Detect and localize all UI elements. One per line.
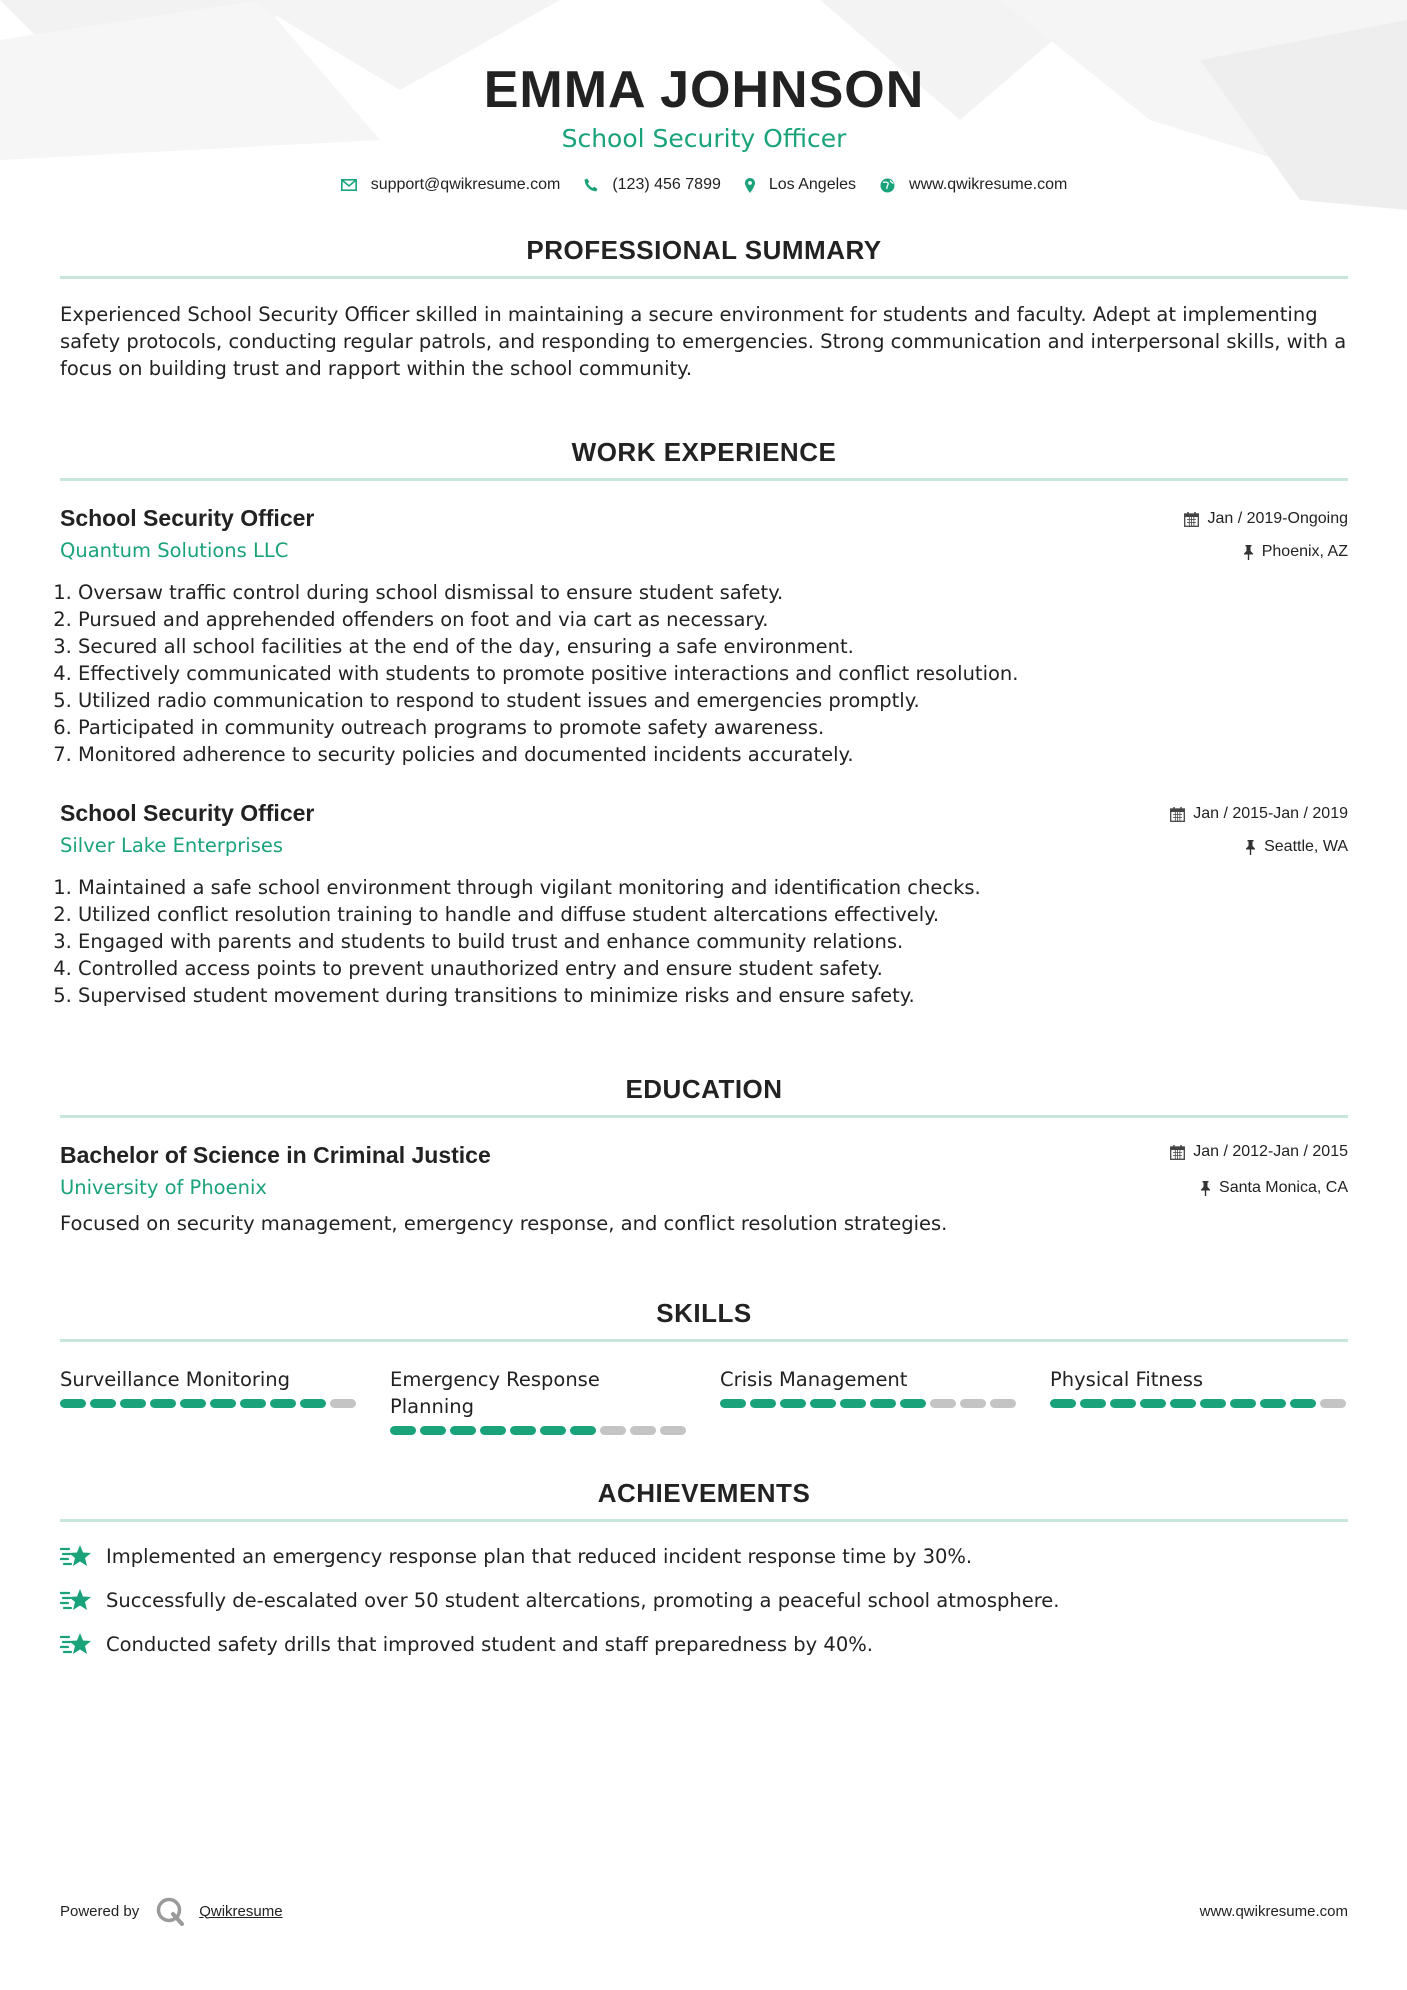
skill-segment-filled <box>210 1399 236 1408</box>
achievement-item <box>60 1622 1348 1666</box>
list-item: 2. Pursued and apprehended offenders on foot and via cart as necessary. <box>78 606 1348 633</box>
achievement-text: Successfully de-escalated over 50 student altercations, promoting a peaceful school atmosphere. <box>106 1588 1060 1612</box>
skill-level-bar <box>1050 1399 1350 1408</box>
skill-segment-filled <box>270 1399 296 1408</box>
skill-name: Surveillance Monitoring <box>60 1368 291 1391</box>
degree-title: Bachelor of Science in Criminal Justice <box>60 1142 491 1168</box>
achievement-item <box>60 1578 1348 1622</box>
skill-segment-filled <box>150 1399 176 1408</box>
skill-segment-filled <box>900 1399 926 1408</box>
skill-segment-filled <box>810 1399 836 1408</box>
skill-segment-filled <box>1110 1399 1136 1408</box>
skill-segment-filled <box>1290 1399 1316 1408</box>
section-divider <box>60 1339 1348 1342</box>
skill-segment-empty <box>990 1399 1016 1408</box>
section-divider <box>60 1115 1348 1118</box>
contact-phone[interactable] <box>584 176 721 194</box>
skill-segment-filled <box>1260 1399 1286 1408</box>
star-icon <box>60 1587 92 1613</box>
skill-segment-filled <box>780 1399 806 1408</box>
section-divider <box>60 276 1348 279</box>
skill-segment-filled <box>1230 1399 1256 1408</box>
job-duties-list <box>60 579 1348 768</box>
list-item: 1. Maintained a safe school environment through vigilant monitoring and identification checks. <box>78 874 1348 901</box>
achievement-text: Implemented an emergency response plan that reduced incident response time by 30%. <box>106 1544 973 1568</box>
education-heading: EDUCATION <box>625 1074 783 1104</box>
skill-segment-filled <box>60 1399 86 1408</box>
skill-segment-filled <box>180 1399 206 1408</box>
calendar-icon <box>1184 512 1199 527</box>
skill-segment-filled <box>570 1426 596 1435</box>
skill-name: Crisis Management <box>720 1368 908 1391</box>
skill-segment-filled <box>390 1426 416 1435</box>
skill-segment-filled <box>720 1399 746 1408</box>
skill-segment-filled <box>750 1399 776 1408</box>
job-dates: Jan / 2019-Ongoing <box>1207 510 1348 527</box>
skill-segment-filled <box>300 1399 326 1408</box>
list-item: 2. Utilized conflict resolution training to handle and diffuse student altercations effectively. <box>78 901 1348 928</box>
skill-segment-filled <box>510 1426 536 1435</box>
skill-name: Physical Fitness <box>1050 1368 1204 1391</box>
experience-heading: WORK EXPERIENCE <box>571 437 837 467</box>
pushpin-icon <box>1245 840 1256 855</box>
skill-segment-filled <box>840 1399 866 1408</box>
skill-segment-empty <box>930 1399 956 1408</box>
skill-item <box>1050 1366 1350 1435</box>
star-icon <box>60 1543 92 1569</box>
powered-by <box>60 1896 283 1926</box>
school-name: University of Phoenix <box>60 1176 267 1199</box>
job-entry-1 <box>60 503 1348 768</box>
job-title: School Security Officer <box>60 800 315 826</box>
achievement-item <box>60 1534 1348 1578</box>
skills-heading: SKILLS <box>656 1298 752 1328</box>
skill-item <box>390 1366 690 1435</box>
section-divider <box>60 1519 1348 1522</box>
skill-level-bar <box>720 1399 1020 1408</box>
skill-segment-filled <box>450 1426 476 1435</box>
summary-heading: PROFESSIONAL SUMMARY <box>526 235 882 265</box>
footer-website[interactable]: www.qwikresume.com <box>1199 1902 1348 1920</box>
job-location: Phoenix, AZ <box>1261 543 1348 560</box>
qwikresume-logo-icon <box>155 1896 185 1926</box>
job-dates: Jan / 2015-Jan / 2019 <box>1193 805 1348 822</box>
page-footer <box>60 1896 1348 1926</box>
globe-icon <box>880 178 895 193</box>
education-description: Focused on security management, emergency response, and conflict resolution strategies. <box>60 1212 948 1235</box>
pushpin-icon <box>1243 545 1254 560</box>
experience-section <box>60 434 1348 1009</box>
achievement-text: Conducted safety drills that improved student and staff preparedness by 40%. <box>106 1632 873 1656</box>
education-location: Santa Monica, CA <box>1219 1179 1348 1196</box>
list-item: 6. Participated in community outreach programs to promote safety awareness. <box>78 714 1348 741</box>
summary-section <box>60 232 1348 382</box>
contact-email[interactable] <box>341 176 561 194</box>
achievements-section <box>60 1475 1348 1666</box>
skill-item <box>720 1366 1020 1435</box>
skill-segment-empty <box>1320 1399 1346 1408</box>
list-item: 5. Utilized radio communication to respond to student issues and emergencies promptly. <box>78 687 1348 714</box>
calendar-icon <box>1170 1145 1185 1160</box>
job-title: School Security Officer <box>60 505 315 531</box>
envelope-icon <box>341 179 357 191</box>
candidate-name: EMMA JOHNSON <box>483 61 925 119</box>
list-item: 3. Secured all school facilities at the end of the day, ensuring a safe environment. <box>78 633 1348 660</box>
list-item: 4. Effectively communicated with students to promote positive interactions and conflict resolution. <box>78 660 1348 687</box>
skills-section <box>60 1295 1348 1435</box>
resume-page <box>60 0 1348 1666</box>
skill-segment-filled <box>1050 1399 1076 1408</box>
calendar-icon <box>1170 807 1185 822</box>
skills-grid <box>60 1366 1348 1435</box>
skill-segment-filled <box>870 1399 896 1408</box>
section-divider <box>60 478 1348 481</box>
skill-segment-filled <box>1200 1399 1226 1408</box>
skill-segment-filled <box>480 1426 506 1435</box>
contact-email-text: support@qwikresume.com <box>370 176 561 193</box>
education-section <box>60 1071 1348 1237</box>
contact-bar <box>60 176 1348 194</box>
achievements-heading: ACHIEVEMENTS <box>597 1478 811 1508</box>
company-name: Quantum Solutions LLC <box>60 539 289 562</box>
map-pin-icon <box>745 178 755 193</box>
brand-link[interactable]: Qwikresume <box>199 1902 283 1920</box>
skill-segment-filled <box>240 1399 266 1408</box>
contact-website[interactable] <box>880 176 1067 194</box>
skill-segment-empty <box>600 1426 626 1435</box>
education-entry <box>60 1140 1348 1237</box>
skill-level-bar <box>60 1399 360 1408</box>
achievements-list <box>60 1534 1348 1666</box>
pushpin-icon <box>1200 1181 1211 1196</box>
skill-segment-empty <box>660 1426 686 1435</box>
skill-name: Emergency Response Planning <box>390 1368 600 1418</box>
skill-level-bar <box>390 1426 690 1435</box>
job-duties-list <box>60 874 1348 1009</box>
contact-location-text: Los Angeles <box>768 176 857 193</box>
skill-segment-empty <box>960 1399 986 1408</box>
list-item: 5. Supervised student movement during transitions to minimize risks and ensure safety. <box>78 982 1348 1009</box>
education-dates: Jan / 2012-Jan / 2015 <box>1193 1143 1348 1160</box>
list-item: 1. Oversaw traffic control during school dismissal to ensure student safety. <box>78 579 1348 606</box>
skill-item <box>60 1366 360 1435</box>
job-location: Seattle, WA <box>1264 838 1348 855</box>
powered-by-label: Powered by <box>60 1902 140 1920</box>
candidate-title: School Security Officer <box>561 124 847 153</box>
skill-segment-filled <box>1140 1399 1166 1408</box>
resume-header <box>60 0 1348 194</box>
list-item: 7. Monitored adherence to security policies and documented incidents accurately. <box>78 741 1348 768</box>
list-item: 4. Controlled access points to prevent unauthorized entry and ensure student safety. <box>78 955 1348 982</box>
skill-segment-filled <box>1080 1399 1106 1408</box>
contact-location <box>745 176 856 194</box>
skill-segment-filled <box>420 1426 446 1435</box>
contact-phone-text: (123) 456 7899 <box>612 176 721 193</box>
skill-segment-filled <box>1170 1399 1196 1408</box>
contact-website-text: www.qwikresume.com <box>909 176 1068 193</box>
skill-segment-filled <box>90 1399 116 1408</box>
star-icon <box>60 1631 92 1657</box>
job-entry-2 <box>60 798 1348 1009</box>
skill-segment-filled <box>120 1399 146 1408</box>
phone-icon <box>584 178 598 192</box>
summary-text: Experienced School Security Officer skilled in maintaining a secure environment for students and faculty. Adept at implementing safety protocols, conducting regular patrols, and responding to emergencies. Strong communication and interpersonal skills, with a focus on building trust and rapport within the school community. <box>60 303 1347 380</box>
company-name: Silver Lake Enterprises <box>60 834 284 857</box>
list-item: 3. Engaged with parents and students to build trust and enhance community relations. <box>78 928 1348 955</box>
skill-segment-filled <box>540 1426 566 1435</box>
skill-segment-empty <box>330 1399 356 1408</box>
skill-segment-empty <box>630 1426 656 1435</box>
